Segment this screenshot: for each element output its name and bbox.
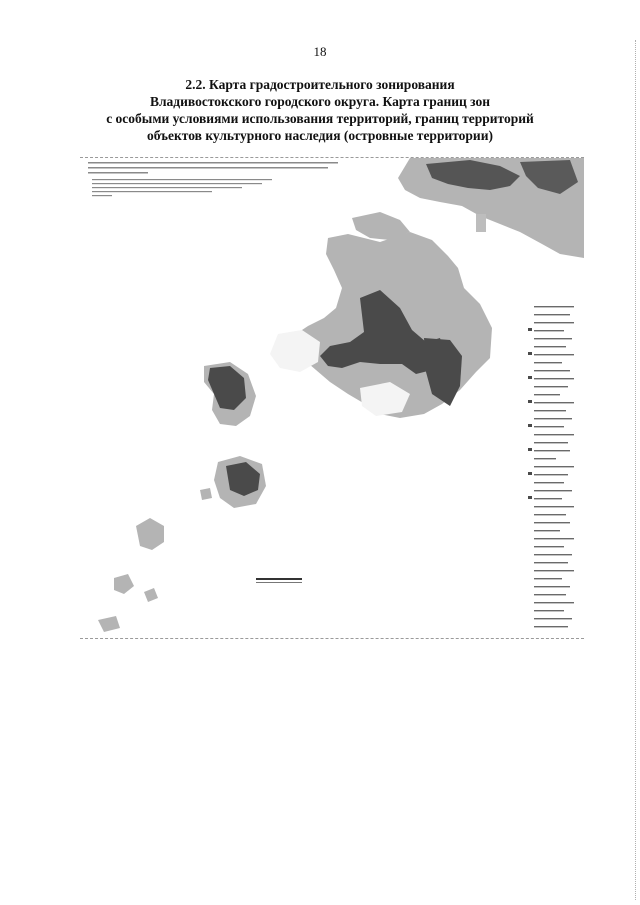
page-title bbox=[60, 76, 580, 144]
island-small-4 bbox=[200, 488, 212, 500]
title-line-2: Владивостокского городского округа. Карта границ зон bbox=[149, 94, 491, 109]
island-rikorda bbox=[136, 518, 164, 550]
page-edge bbox=[633, 40, 636, 900]
title-line-1: 2.2. Карта градостроительного зонирования bbox=[185, 77, 455, 92]
island-small-2 bbox=[98, 616, 120, 632]
title-line-4: объектов культурного наследия (островные территории) bbox=[146, 128, 493, 143]
page-number: 18 bbox=[313, 44, 327, 59]
island-small-3 bbox=[144, 588, 158, 602]
map-header-notes bbox=[88, 162, 338, 196]
map-legend bbox=[534, 306, 574, 627]
island-small-1 bbox=[114, 574, 134, 594]
zoning-map bbox=[80, 157, 584, 639]
map-image bbox=[80, 158, 584, 638]
title-line-3: с особыми условиями использования территорий, границ территорий bbox=[106, 111, 534, 126]
scale-bar bbox=[256, 578, 302, 583]
mainland-patch bbox=[476, 214, 486, 232]
legend-swatches bbox=[528, 328, 532, 499]
